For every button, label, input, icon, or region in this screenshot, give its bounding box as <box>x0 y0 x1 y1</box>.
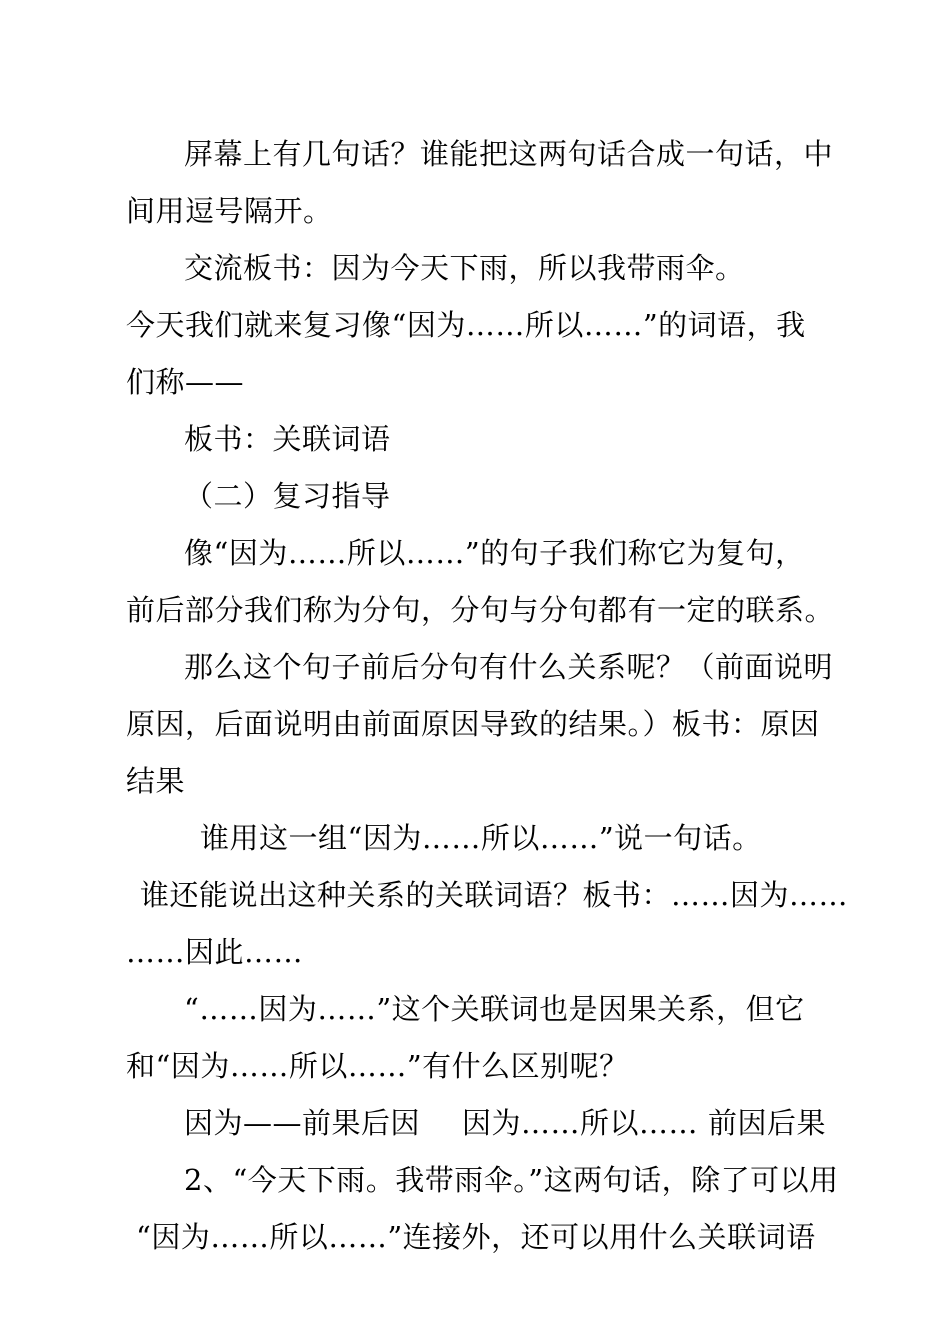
paragraph-line: 屏幕上有几句话？谁能把这两句话合成一句话，中 <box>184 137 834 171</box>
paragraph-line: 交流板书：因为今天下雨，所以我带雨伞。 <box>184 251 745 285</box>
paragraph-line: 结果 <box>126 764 186 798</box>
paragraph-line: 间用逗号隔开。 <box>126 194 333 228</box>
paragraph-line: 谁还能说出这种关系的关联词语？板书：……因为…… <box>140 878 849 912</box>
paragraph-line: 原因，后面说明由前面原因导致的结果。）板书：原因 <box>126 707 820 741</box>
paragraph-line: “……因为……”这个关联词也是因果关系，但它 <box>184 992 805 1026</box>
comparison-left: 因为——前果后因 <box>184 1106 421 1140</box>
paragraph-line: 那么这个句子前后分句有什么关系呢？（前面说明 <box>184 650 834 684</box>
section-heading: （二）复习指导 <box>184 479 391 513</box>
paragraph-line: “因为……所以……”连接外，还可以用什么关联词语 <box>136 1220 816 1254</box>
paragraph-line: 和“因为……所以……”有什么区别呢？ <box>126 1049 629 1083</box>
paragraph-line: 板书：关联词语 <box>184 422 391 456</box>
paragraph-line: 2、“今天下雨。我带雨伞。”这两句话，除了可以用 <box>184 1163 839 1197</box>
comparison-middle: 因为……所以…… <box>462 1106 699 1140</box>
paragraph-line: 们称—— <box>126 365 245 399</box>
paragraph-line: 像“因为……所以……”的句子我们称它为复句， <box>184 536 805 570</box>
paragraph-line: 前后部分我们称为分句，分句与分句都有一定的联系。 <box>126 593 835 627</box>
comparison-right: 前因后果 <box>708 1106 827 1140</box>
paragraph-line: 谁用这一组“因为……所以……”说一句话。 <box>200 821 762 855</box>
paragraph-line: 今天我们就来复习像“因为……所以……”的词语，我 <box>126 308 806 342</box>
paragraph-line: ……因此…… <box>126 935 304 969</box>
